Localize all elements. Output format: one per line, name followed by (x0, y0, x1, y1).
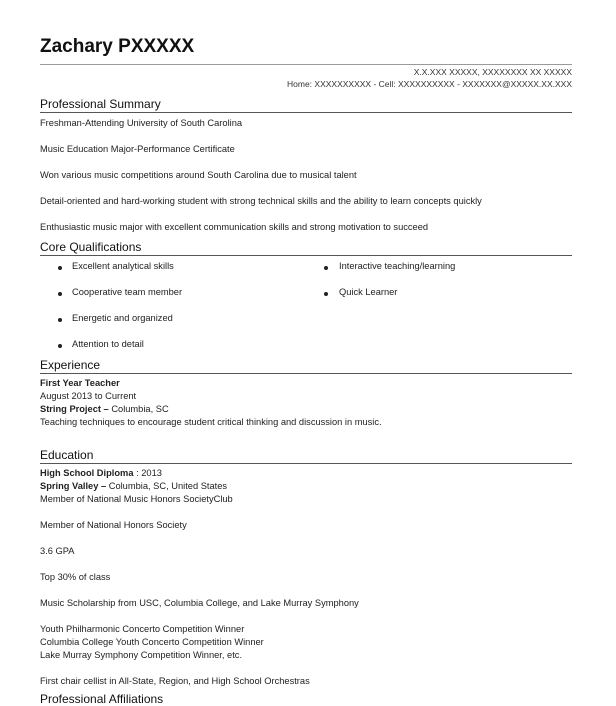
summary-line: Won various music competitions around South Carolina due to musical talent (40, 170, 357, 180)
qualification-item: Excellent analytical skills (72, 261, 174, 271)
employer-name: String Project (40, 404, 101, 414)
education-detail: First chair cellist in All-State, Region, and High School Orchestras (40, 676, 310, 686)
employer-line (40, 404, 169, 414)
qualification-item: Interactive teaching/learning (339, 261, 456, 271)
job-description: Teaching techniques to encourage student critical thinking and discussion in music. (40, 417, 382, 427)
bullet-icon (58, 292, 62, 296)
education-detail: 3.6 GPA (40, 546, 75, 556)
header-divider (40, 64, 572, 65)
summary-line: Freshman-Attending University of South Carolina (40, 118, 243, 128)
education-detail: Music Scholarship from USC, Columbia College, and Lake Murray Symphony (40, 598, 359, 608)
section-title-experience: Experience (40, 358, 101, 372)
section-divider-qualifications (40, 255, 572, 256)
section-divider-experience (40, 373, 572, 374)
contact-line: Home: XXXXXXXXXX - Cell: XXXXXXXXXX - XXXXXXX@XXXXX.XX.XXX (287, 79, 572, 89)
qualification-item: Cooperative team member (72, 287, 183, 297)
school-location: Columbia, SC, United States (108, 481, 228, 491)
school-name: Spring Valley (40, 481, 99, 491)
section-title-qualifications: Core Qualifications (40, 240, 142, 254)
degree-name: High School Diploma (40, 468, 134, 478)
degree-year: : 2013 (133, 468, 162, 478)
job-dates: August 2013 to Current (40, 391, 137, 401)
bullet-icon (324, 266, 328, 270)
school-separator: – (98, 481, 109, 491)
bullet-icon (58, 266, 62, 270)
education-detail: Member of National Music Honors SocietyClub (40, 494, 233, 504)
education-detail: Top 30% of class (40, 572, 111, 582)
degree-line (40, 468, 162, 478)
education-detail: Lake Murray Symphony Competition Winner, etc. (40, 650, 243, 660)
summary-line: Detail-oriented and hard-working student with strong technical skills and the ability to learn concepts quickly (40, 196, 482, 206)
employer-separator: – (100, 404, 112, 414)
bullet-icon (324, 292, 328, 296)
summary-line: Music Education Major-Performance Certificate (40, 144, 235, 154)
education-detail: Youth Philharmonic Concerto Competition Winner (40, 624, 245, 634)
section-divider-education (40, 463, 572, 464)
summary-line: Enthusiastic music major with excellent communication skills and strong motivation to succeed (40, 222, 429, 232)
employer-location: Columbia, SC (111, 404, 169, 414)
qualification-item: Attention to detail (72, 339, 144, 349)
section-title-summary: Professional Summary (40, 97, 161, 111)
qualification-item: Energetic and organized (72, 313, 173, 323)
bullet-icon (58, 318, 62, 322)
education-detail: Member of National Honors Society (40, 520, 187, 530)
school-line (40, 481, 227, 491)
section-divider-summary (40, 112, 572, 113)
address-line: X.X.XXX XXXXX, XXXXXXXX XX XXXXX (413, 67, 572, 77)
candidate-name: Zachary PXXXXX (40, 36, 195, 57)
job-title: First Year Teacher (40, 378, 120, 388)
education-detail: Columbia College Youth Concerto Competition Winner (40, 637, 264, 647)
section-title-education: Education (40, 448, 94, 462)
section-title-affiliations: Professional Affiliations (40, 692, 164, 706)
qualification-item: Quick Learner (339, 287, 398, 297)
bullet-icon (58, 344, 62, 348)
